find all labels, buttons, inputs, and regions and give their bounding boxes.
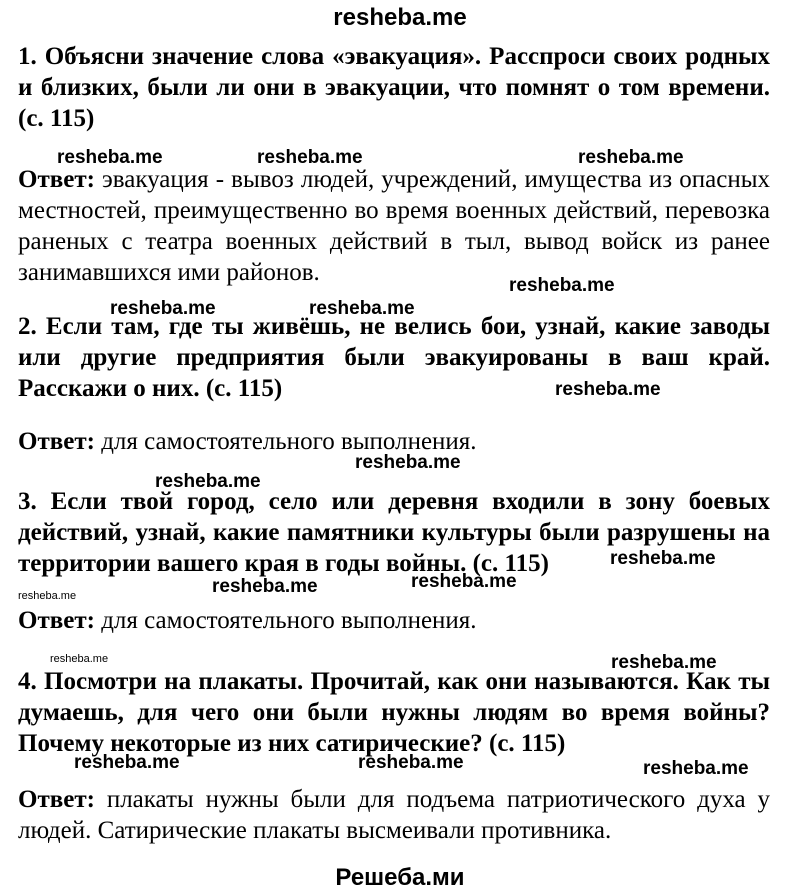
watermark: resheba.me — [257, 147, 363, 168]
answer-1 — [18, 164, 770, 288]
watermark: resheba.me — [50, 653, 109, 665]
watermark: resheba.me — [610, 548, 716, 569]
answer-2-text: для самостоятельного выполнения. — [94, 428, 477, 455]
answer-3-text: для самостоятельного выполнения. — [94, 607, 477, 634]
question-3: 3. Если твой город, село или деревня входили в зону боевых действий, узнай, какие памятники культуры были разрушены на территории вашего края в годы войны. (с. 115) — [18, 488, 770, 577]
watermark: resheba.me — [18, 590, 77, 602]
watermark: resheba.me — [355, 452, 461, 473]
answer-1-text: эвакуация - вывоз людей, учреждений, имущества из опасных местностей, преимущественно во время военных действий, перевозка раненых с театра военных действий в тыл, вывод войск из ранее занимавшихся ими районов. — [18, 166, 770, 286]
answer-4-label: Ответ: — [18, 786, 95, 813]
watermark: resheba.me — [74, 752, 180, 773]
watermark: resheba.me — [555, 379, 661, 400]
site-header: resheba.me — [333, 4, 467, 31]
watermark: resheba.me — [509, 275, 615, 296]
watermark: resheba.me — [212, 576, 318, 597]
question-4: 4. Посмотри на плакаты. Прочитай, как они называются. Как ты думаешь, для чего они были нужны людям во время войны? Почему некоторые из них сатирические? (с. 115) — [18, 668, 770, 757]
watermark: resheba.me — [57, 147, 163, 168]
answer-3 — [18, 605, 770, 636]
watermark: resheba.me — [643, 758, 749, 779]
answer-4-text: плакаты нужны были для подъема патриотического духа у людей. Сатирические плакаты высмеивали противника. — [18, 786, 770, 844]
watermark: resheba.me — [578, 147, 684, 168]
answer-3-label: Ответ: — [18, 607, 95, 634]
answer-1-label: Ответ: — [18, 166, 95, 193]
watermark: resheba.me — [358, 752, 464, 773]
question-2: 2. Если там, где ты живёшь, не велись бои, узнай, какие заводы или другие предприятия были эвакуированы в ваш край. Расскажи о них. (с. 115) — [18, 313, 770, 402]
site-footer: Решеба.ми — [335, 864, 465, 891]
watermark: resheba.me — [411, 571, 517, 592]
watermark: resheba.me — [611, 652, 717, 673]
question-1: 1. Объясни значение слова «эвакуация». Расспроси своих родных и близких, были ли они в эвакуации, что помнят о том времени. (с. 115) — [18, 43, 770, 132]
watermark: resheba.me — [309, 298, 415, 319]
answer-2-label: Ответ: — [18, 428, 95, 455]
answer-4 — [18, 784, 770, 846]
watermark: resheba.me — [155, 471, 261, 492]
watermark: resheba.me — [110, 298, 216, 319]
